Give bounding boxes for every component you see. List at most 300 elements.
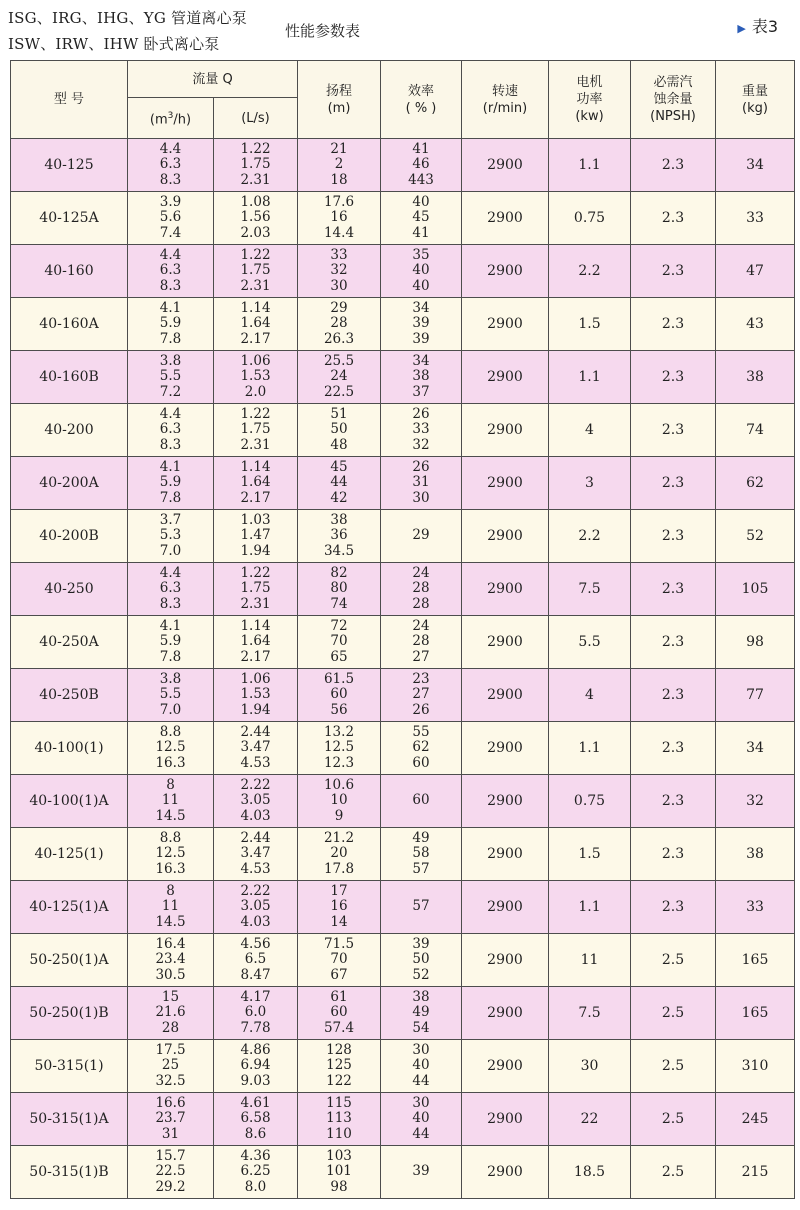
- power-cell: 7.5: [549, 563, 631, 616]
- efficiency-cell-value: 44: [412, 1072, 430, 1089]
- head-cell-value: 71.5: [323, 935, 355, 952]
- efficiency-cell-value: 54: [412, 1019, 430, 1036]
- flow-m3h-cell-value: 7.8: [159, 489, 182, 506]
- flow-ls-cell: [214, 616, 298, 669]
- npsh-cell: 2.3: [631, 669, 716, 722]
- head-cell-value: 36: [330, 527, 348, 544]
- head-cell: [298, 139, 381, 192]
- efficiency-cell-stack: [381, 793, 461, 809]
- flow-ls-cell-stack: [214, 460, 297, 507]
- head-cell-stack: [298, 778, 380, 825]
- flow-ls-cell-value: 3.47: [240, 845, 271, 862]
- efficiency-cell-value: 29: [412, 527, 430, 544]
- head-cell: [298, 351, 381, 404]
- flow-m3h-cell-value: 8.3: [159, 171, 182, 188]
- flow-ls-cell-stack: [214, 354, 297, 401]
- flow-ls-cell-value: 4.86: [240, 1041, 271, 1058]
- efficiency-cell: [381, 1146, 462, 1199]
- npsh-cell: 2.3: [631, 139, 716, 192]
- head-cell-value: 65: [330, 648, 348, 665]
- efficiency-cell-value: 34: [412, 352, 430, 369]
- head-cell-value: 70: [330, 633, 348, 650]
- power-cell: 1.5: [549, 828, 631, 881]
- flow-ls-cell-value: 8.47: [240, 966, 271, 983]
- weight-cell: 33: [716, 192, 795, 245]
- npsh-cell: 2.3: [631, 351, 716, 404]
- flow-m3h-cell-value: 30.5: [155, 966, 186, 983]
- head-cell-stack: [298, 248, 380, 295]
- head-cell-value: 12.3: [323, 754, 355, 771]
- head-cell-value: 67: [330, 966, 348, 983]
- head-cell: [298, 563, 381, 616]
- head-cell-stack: [298, 937, 380, 984]
- npsh-cell: 2.3: [631, 828, 716, 881]
- head-unit: (m): [327, 100, 351, 116]
- flow-ls-cell-value: 4.53: [240, 860, 271, 877]
- head-cell-value: 98: [330, 1178, 348, 1195]
- weight-unit: (kg): [742, 100, 768, 116]
- flow-ls-cell-value: 6.0: [244, 1004, 267, 1021]
- efficiency-cell-value: 60: [412, 792, 430, 809]
- flow-ls-cell-value: 1.03: [240, 511, 271, 528]
- power-cell: 7.5: [549, 987, 631, 1040]
- weight-cell: 34: [716, 139, 795, 192]
- flow-m3h-cell: [128, 510, 214, 563]
- model-cell: 40-125(1)A: [11, 881, 128, 934]
- flow-m3h-cell: [128, 934, 214, 987]
- efficiency-cell-value: 39: [412, 315, 430, 332]
- flow-ls-cell-stack: [214, 248, 297, 295]
- flow-m3h-cell: [128, 404, 214, 457]
- efficiency-cell-stack: [381, 301, 461, 348]
- flow-ls-cell-value: 2.22: [240, 776, 271, 793]
- flow-m3h-cell-value: 5.6: [159, 209, 182, 226]
- head-cell-value: 2: [334, 156, 344, 173]
- flow-ls-cell: [214, 987, 298, 1040]
- flow-m3h-cell: [128, 563, 214, 616]
- head-cell-stack: [298, 1043, 380, 1090]
- flow-ls-cell-value: 1.94: [240, 542, 271, 559]
- flow-m3h-cell-value: 7.0: [159, 701, 182, 718]
- efficiency-cell-value: 58: [412, 845, 430, 862]
- weight-cell: 38: [716, 351, 795, 404]
- efficiency-cell-value: 60: [412, 754, 430, 771]
- flow-ls-cell: [214, 457, 298, 510]
- flow-ls-cell: [214, 192, 298, 245]
- efficiency-cell-stack: [381, 1043, 461, 1090]
- flow-ls-cell-value: 1.64: [240, 315, 271, 332]
- weight-cell: 47: [716, 245, 795, 298]
- efficiency-cell-value: 39: [412, 330, 430, 347]
- speed-cell: 2900: [462, 987, 549, 1040]
- model-cell: 40-100(1): [11, 722, 128, 775]
- flow-m3h-cell-value: 5.9: [159, 633, 182, 650]
- flow-ls-cell: [214, 669, 298, 722]
- head-cell-value: 61: [330, 988, 348, 1005]
- efficiency-cell-stack: [381, 142, 461, 189]
- head-cell: [298, 1093, 381, 1146]
- model-cell: 40-125: [11, 139, 128, 192]
- efficiency-cell-value: 46: [412, 156, 430, 173]
- efficiency-cell-stack: [381, 460, 461, 507]
- head-cell-value: 32: [330, 262, 348, 279]
- npsh-cell: 2.3: [631, 881, 716, 934]
- head-cell-value: 38: [330, 511, 348, 528]
- flow-m3h-cell-value: 29.2: [155, 1178, 186, 1195]
- power-cell: 2.2: [549, 510, 631, 563]
- flow-m3h-cell: [128, 1093, 214, 1146]
- flow-m3h-cell-value: 31: [161, 1125, 180, 1142]
- flow-ls-cell-value: 1.53: [240, 368, 271, 385]
- efficiency-cell-value: 28: [412, 580, 430, 597]
- flow-m3h-cell-value: 5.5: [159, 368, 182, 385]
- page-header: [0, 0, 800, 60]
- power-cell: 3: [549, 457, 631, 510]
- weight-cell: 165: [716, 987, 795, 1040]
- head-cell: [298, 510, 381, 563]
- head-cell: [298, 616, 381, 669]
- speed-cell: 2900: [462, 616, 549, 669]
- speed-cell: 2900: [462, 828, 549, 881]
- head-cell: [298, 192, 381, 245]
- efficiency-cell-stack: [381, 899, 461, 915]
- head-cell-stack: [298, 513, 380, 560]
- efficiency-cell-value: 41: [412, 224, 430, 241]
- flow-ls-cell-value: 6.5: [244, 951, 267, 968]
- efficiency-unit: ( % ): [405, 100, 437, 116]
- speed-cell: 2900: [462, 563, 549, 616]
- flow-m3h-cell-value: 16.4: [155, 935, 186, 952]
- efficiency-cell: [381, 351, 462, 404]
- flow-m3h-cell-value: 3.7: [159, 511, 182, 528]
- efficiency-cell-value: 26: [412, 701, 430, 718]
- flow-ls-cell-value: 1.75: [240, 421, 271, 438]
- flow-ls-cell-value: 2.17: [240, 648, 271, 665]
- head-cell-value: 125: [326, 1057, 352, 1074]
- flow-m3h-cell: [128, 245, 214, 298]
- flow-m3h-cell-stack: [128, 725, 213, 772]
- flow-ls-cell-value: 1.22: [240, 246, 271, 263]
- flow-ls-cell-value: 9.03: [240, 1072, 271, 1089]
- table-row: [11, 404, 795, 457]
- head-cell-value: 51: [330, 405, 348, 422]
- efficiency-cell-value: 27: [412, 648, 430, 665]
- head-cell-value: 25.5: [323, 352, 355, 369]
- efficiency-cell: [381, 934, 462, 987]
- flow-ls-cell-stack: [214, 619, 297, 666]
- head-cell-value: 113: [326, 1110, 352, 1127]
- flow-m3h-cell-value: 8.8: [159, 829, 182, 846]
- flow-m3h-cell-value: 5.3: [159, 527, 182, 544]
- flow-ls-cell-stack: [214, 725, 297, 772]
- head-cell-stack: [298, 619, 380, 666]
- power-label-1: 电机: [576, 75, 603, 90]
- flow-ls-cell: [214, 881, 298, 934]
- efficiency-cell-value: 55: [412, 723, 430, 740]
- flow-m3h-cell-value: 7.4: [159, 224, 182, 241]
- col-npsh-header: [631, 61, 716, 139]
- flow-ls-cell-value: 6.58: [240, 1110, 271, 1127]
- head-cell-value: 17.8: [323, 860, 355, 877]
- head-cell-value: 72: [330, 617, 348, 634]
- flow-ls-cell: [214, 245, 298, 298]
- flow-m3h-cell-stack: [128, 460, 213, 507]
- efficiency-cell-stack: [381, 619, 461, 666]
- speed-cell: 2900: [462, 192, 549, 245]
- head-cell-value: 48: [330, 436, 348, 453]
- weight-cell: 62: [716, 457, 795, 510]
- flow-ls-cell: [214, 934, 298, 987]
- efficiency-cell: [381, 457, 462, 510]
- efficiency-cell: [381, 616, 462, 669]
- model-cell: 40-200B: [11, 510, 128, 563]
- head-cell-value: 13.2: [323, 723, 355, 740]
- flow-m3h-cell-stack: [128, 195, 213, 242]
- efficiency-cell-stack: [381, 990, 461, 1037]
- flow-m3h-cell-value: 16.3: [155, 754, 186, 771]
- efficiency-cell-value: 40: [412, 277, 430, 294]
- efficiency-cell-value: 443: [408, 171, 434, 188]
- table-reference: [737, 14, 778, 37]
- efficiency-cell: [381, 404, 462, 457]
- flow-ls-cell-value: 6.25: [240, 1163, 271, 1180]
- head-cell-value: 103: [326, 1147, 352, 1164]
- flow-ls-cell-value: 4.53: [240, 754, 271, 771]
- efficiency-cell-stack: [381, 725, 461, 772]
- flow-ls-cell-value: 2.44: [240, 723, 271, 740]
- table-row: [11, 139, 795, 192]
- model-cell: 50-315(1): [11, 1040, 128, 1093]
- model-cell: 50-315(1)B: [11, 1146, 128, 1199]
- head-cell-stack: [298, 990, 380, 1037]
- flow-m3h-cell-value: 21.6: [155, 1004, 186, 1021]
- speed-cell: 2900: [462, 934, 549, 987]
- npsh-cell: 2.5: [631, 934, 716, 987]
- efficiency-cell-value: 52: [412, 966, 430, 983]
- speed-cell: 2900: [462, 881, 549, 934]
- head-cell-value: 82: [330, 564, 348, 581]
- flow-m3h-cell-value: 17.5: [155, 1041, 186, 1058]
- efficiency-cell-stack: [381, 831, 461, 878]
- efficiency-cell-value: 30: [412, 1094, 430, 1111]
- flow-ls-cell-value: 1.75: [240, 580, 271, 597]
- power-unit: (kw): [575, 109, 604, 124]
- efficiency-cell-value: 40: [412, 262, 430, 279]
- head-cell: [298, 828, 381, 881]
- flow-m3h-cell-value: 11: [161, 792, 180, 809]
- efficiency-cell-value: 35: [412, 246, 430, 263]
- flow-m3h-cell-value: 6.3: [159, 262, 182, 279]
- flow-m3h-cell-stack: [128, 831, 213, 878]
- weight-cell: 165: [716, 934, 795, 987]
- flow-ls-cell-stack: [214, 1043, 297, 1090]
- flow-ls-cell: [214, 775, 298, 828]
- efficiency-cell-stack: [381, 1096, 461, 1143]
- weight-cell: 245: [716, 1093, 795, 1146]
- power-label-2: 功率: [576, 92, 603, 107]
- flow-ls-cell: [214, 404, 298, 457]
- efficiency-cell: [381, 828, 462, 881]
- head-cell-value: 101: [326, 1163, 352, 1180]
- flow-ls-cell-value: 7.78: [240, 1019, 271, 1036]
- efficiency-cell-stack: [381, 566, 461, 613]
- flow-ls-cell: [214, 563, 298, 616]
- efficiency-cell-value: 40: [412, 193, 430, 210]
- flow-ls-cell-stack: [214, 195, 297, 242]
- efficiency-cell-value: 24: [412, 617, 430, 634]
- head-cell-stack: [298, 831, 380, 878]
- performance-table: [10, 60, 795, 1199]
- speed-cell: 2900: [462, 457, 549, 510]
- model-cell: 50-250(1)A: [11, 934, 128, 987]
- table-row: [11, 616, 795, 669]
- head-cell-value: 16: [330, 209, 348, 226]
- flow-m3h-cell-value: 8.3: [159, 277, 182, 294]
- flow-ls-cell-stack: [214, 301, 297, 348]
- table-row: [11, 298, 795, 351]
- efficiency-cell-value: 23: [412, 670, 430, 687]
- head-cell: [298, 457, 381, 510]
- flow-m3h-cell-value: 4.1: [159, 617, 182, 634]
- flow-m3h-cell-value: 14.5: [155, 913, 186, 930]
- head-cell-value: 60: [330, 686, 348, 703]
- efficiency-cell: [381, 775, 462, 828]
- head-cell-value: 30: [330, 277, 348, 294]
- table-head: [11, 61, 795, 139]
- flow-ls-cell-value: 1.75: [240, 262, 271, 279]
- flow-m3h-cell-stack: [128, 354, 213, 401]
- flow-m3h-cell: [128, 351, 214, 404]
- flow-m3h-cell-stack: [128, 566, 213, 613]
- flow-ls-cell-value: 8.0: [244, 1178, 267, 1195]
- weight-cell: 77: [716, 669, 795, 722]
- flow-ls-cell-value: 1.22: [240, 405, 271, 422]
- model-cell: 40-160: [11, 245, 128, 298]
- head-cell-stack: [298, 884, 380, 931]
- flow-m3h-cell-value: 8.3: [159, 436, 182, 453]
- speed-cell: 2900: [462, 1040, 549, 1093]
- npsh-cell: 2.3: [631, 298, 716, 351]
- power-cell: 30: [549, 1040, 631, 1093]
- efficiency-cell-value: 62: [412, 739, 430, 756]
- weight-cell: 34: [716, 722, 795, 775]
- flow-ls-cell-value: 1.47: [240, 527, 271, 544]
- head-cell-value: 24: [330, 368, 348, 385]
- flow-ls-cell-value: 2.0: [244, 383, 267, 400]
- flow-m3h-cell-value: 15: [161, 988, 180, 1005]
- efficiency-cell: [381, 1093, 462, 1146]
- power-cell: 18.5: [549, 1146, 631, 1199]
- efficiency-cell-value: 49: [412, 1004, 430, 1021]
- efficiency-cell-value: 45: [412, 209, 430, 226]
- head-cell: [298, 669, 381, 722]
- flow-m3h-cell-value: 8: [166, 776, 175, 793]
- flow-ls-cell-value: 2.31: [240, 171, 271, 188]
- flow-m3h-cell-value: 23.7: [155, 1110, 186, 1127]
- npsh-cell: 2.3: [631, 775, 716, 828]
- npsh-cell: 2.5: [631, 1146, 716, 1199]
- head-cell-value: 56: [330, 701, 348, 718]
- speed-label: 转速: [491, 83, 518, 99]
- efficiency-cell: [381, 722, 462, 775]
- flow-ls-cell-value: 2.31: [240, 595, 271, 612]
- flow-ls-cell-stack: [214, 990, 297, 1037]
- flow-m3h-cell-value: 23.4: [155, 951, 186, 968]
- efficiency-cell-value: 41: [412, 140, 430, 157]
- head-cell-value: 28: [330, 315, 348, 332]
- flow-ls-cell-value: 3.47: [240, 739, 271, 756]
- flow-ls-cell-value: 2.17: [240, 489, 271, 506]
- efficiency-cell-value: 39: [412, 935, 430, 952]
- flow-m3h-cell-value: 12.5: [155, 845, 186, 862]
- head-cell-value: 60: [330, 1004, 348, 1021]
- flow-m3h-cell: [128, 1040, 214, 1093]
- flow-ls-cell-stack: [214, 778, 297, 825]
- flow-ls-cell-value: 1.64: [240, 633, 271, 650]
- head-cell-value: 29: [330, 299, 348, 316]
- speed-cell: 2900: [462, 669, 549, 722]
- flow-m3h-cell-stack: [128, 778, 213, 825]
- head-cell-value: 50: [330, 421, 348, 438]
- table-row: [11, 828, 795, 881]
- weight-cell: 33: [716, 881, 795, 934]
- flow-ls-cell: [214, 351, 298, 404]
- power-cell: 1.1: [549, 722, 631, 775]
- weight-cell: 43: [716, 298, 795, 351]
- head-cell-value: 44: [330, 474, 348, 491]
- head-cell-value: 74: [330, 595, 348, 612]
- npsh-cell: 2.5: [631, 987, 716, 1040]
- model-cell: 40-160B: [11, 351, 128, 404]
- flow-ls-cell-value: 4.36: [240, 1147, 271, 1164]
- flow-m3h-cell-stack: [128, 142, 213, 189]
- flow-m3h-cell-value: 14.5: [155, 807, 186, 824]
- flow-m3h-cell-stack: [128, 301, 213, 348]
- efficiency-cell: [381, 192, 462, 245]
- speed-cell: 2900: [462, 1093, 549, 1146]
- weight-cell: 310: [716, 1040, 795, 1093]
- table-row: [11, 1093, 795, 1146]
- power-cell: 0.75: [549, 775, 631, 828]
- speed-cell: 2900: [462, 510, 549, 563]
- flow-m3h-cell-stack: [128, 672, 213, 719]
- flow-m3h-cell: [128, 775, 214, 828]
- head-cell-value: 70: [330, 951, 348, 968]
- model-cell: 40-250A: [11, 616, 128, 669]
- table-row: [11, 245, 795, 298]
- weight-cell: 74: [716, 404, 795, 457]
- speed-cell: 2900: [462, 1146, 549, 1199]
- col-flow-header: 流量 Q: [128, 61, 298, 98]
- flow-m3h-cell-value: 8.8: [159, 723, 182, 740]
- flow-m3h-cell-stack: [128, 1149, 213, 1196]
- efficiency-cell-stack: [381, 937, 461, 984]
- efficiency-cell-value: 24: [412, 564, 430, 581]
- flow-ls-cell-value: 1.64: [240, 474, 271, 491]
- series-line-pipeline: ISG、IRG、IHG、YG 管道离心泵: [8, 9, 248, 27]
- flow-ls-cell-stack: [214, 831, 297, 878]
- weight-cell: 38: [716, 828, 795, 881]
- flow-m3h-cell-value: 4.1: [159, 458, 182, 475]
- flow-ls-cell-value: 4.17: [240, 988, 271, 1005]
- table-row: [11, 669, 795, 722]
- efficiency-cell-value: 37: [412, 383, 430, 400]
- power-cell: 4: [549, 669, 631, 722]
- flow-m3h-cell: [128, 457, 214, 510]
- col-flow-m3h-header: $(m^3/h)$: [128, 98, 214, 139]
- efficiency-cell-value: 28: [412, 633, 430, 650]
- flow-ls-cell-value: 2.44: [240, 829, 271, 846]
